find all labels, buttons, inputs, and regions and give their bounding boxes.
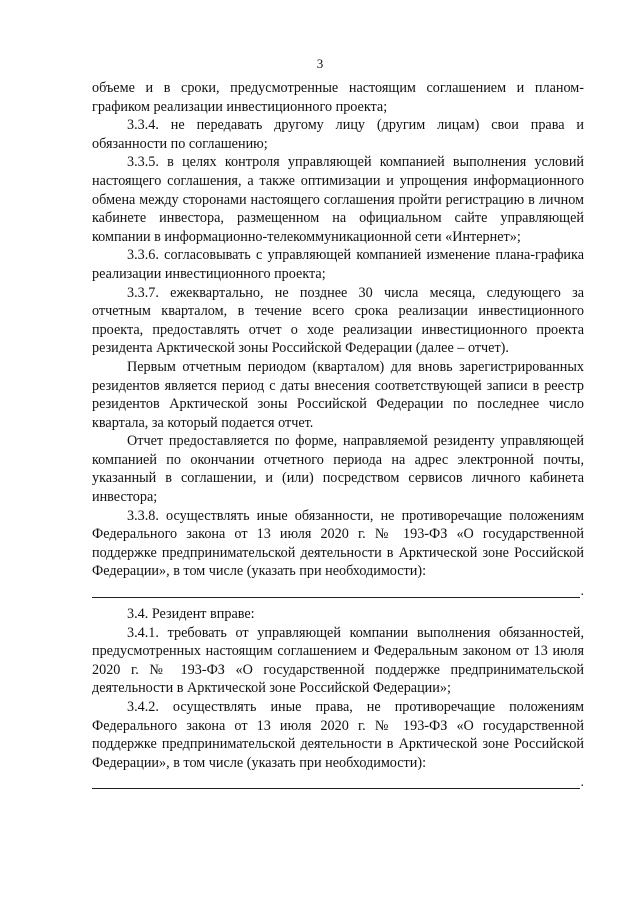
line-end-mark: . xyxy=(580,775,584,791)
clause-3-3-4: 3.3.4. не передавать другому лицу (другим лицам) свои права и обязанности по соглашению; xyxy=(92,117,584,152)
paragraph-continuation: объеме и в сроки, предусмотренные настоящим соглашением и планом-графиком реализации инвестиционного проекта; xyxy=(92,80,584,115)
clause-3-4-2: 3.4.2. осуществлять иные права, не противоречащие положениям Федерального закона от 13 июля 2020 г. № 193-ФЗ «О государственной поддержке предпринимательской деятельности в Арктической зоне Российской Федерации», в том числе (указать при необходимости): xyxy=(92,699,584,771)
fill-in-line-obligations xyxy=(92,583,584,605)
line-end-mark: . xyxy=(580,584,584,600)
fill-in-line-rights xyxy=(92,774,584,796)
clause-3-4-1: 3.4.1. требовать от управляющей компании выполнения обязанностей, предусмотренных настоящим соглашением и Федеральным законом от 13 июля 2020 г. № 193-ФЗ «О государственной поддержке предпринимательской деятельности в Арктической зоне Российской Федерации»; xyxy=(92,624,584,697)
clause-3-3-8: 3.3.8. осуществлять иные обязанности, не противоречащие положениям Федерального закона от 13 июля 2020 г. № 193-ФЗ «О государственной поддержке предпринимательской деятельности в Арктической зоне Российской Федерации», в том числе (указать при необходимости): xyxy=(92,507,584,580)
clause-3-4: 3.4. Резидент вправе: xyxy=(127,606,255,623)
document-body xyxy=(92,79,584,796)
first-reporting-period-paragraph: Первым отчетным периодом (кварталом) для вновь зарегистрированных резидентов является период с даты внесения соответствующей записи в реестр резидентов Арктической зоны Российской Федерации по последнее число квартала, за который подается отчет. xyxy=(92,358,584,431)
page-number: 3 xyxy=(316,56,324,71)
blank-line xyxy=(92,788,580,789)
blank-line xyxy=(92,597,580,598)
report-form-paragraph: Отчет предоставляется по форме, направляемой резиденту управляющей компанией по окончании отчетного периода на адрес электронной почты, указанный в соглашении, и (или) посредством сервисов личного кабинета инвестора; xyxy=(92,433,584,506)
clause-3-3-6: 3.3.6. согласовывать с управляющей компанией изменение плана-графика реализации инвестиционного проекта; xyxy=(92,247,584,282)
clause-3-3-5: 3.3.5. в целях контроля управляющей компанией выполнения условий настоящего соглашения, а также оптимизации и упрощения информационного обмена между сторонами настоящего соглашения пройти регистрацию в личном кабинете инвестора, размещенном на официальном сайте управляющей компании в информационно-телекоммуникационной сети «Интернет»; xyxy=(92,154,584,245)
clause-3-3-7: 3.3.7. ежеквартально, не позднее 30 числа месяца, следующего за отчетным кварталом, в течение всего срока реализации инвестиционного проекта, предоставлять отчет о ходе реализации инвестиционного проекта резидента Арктической зоны Российской Федерации (далее – отчет). xyxy=(92,284,584,357)
